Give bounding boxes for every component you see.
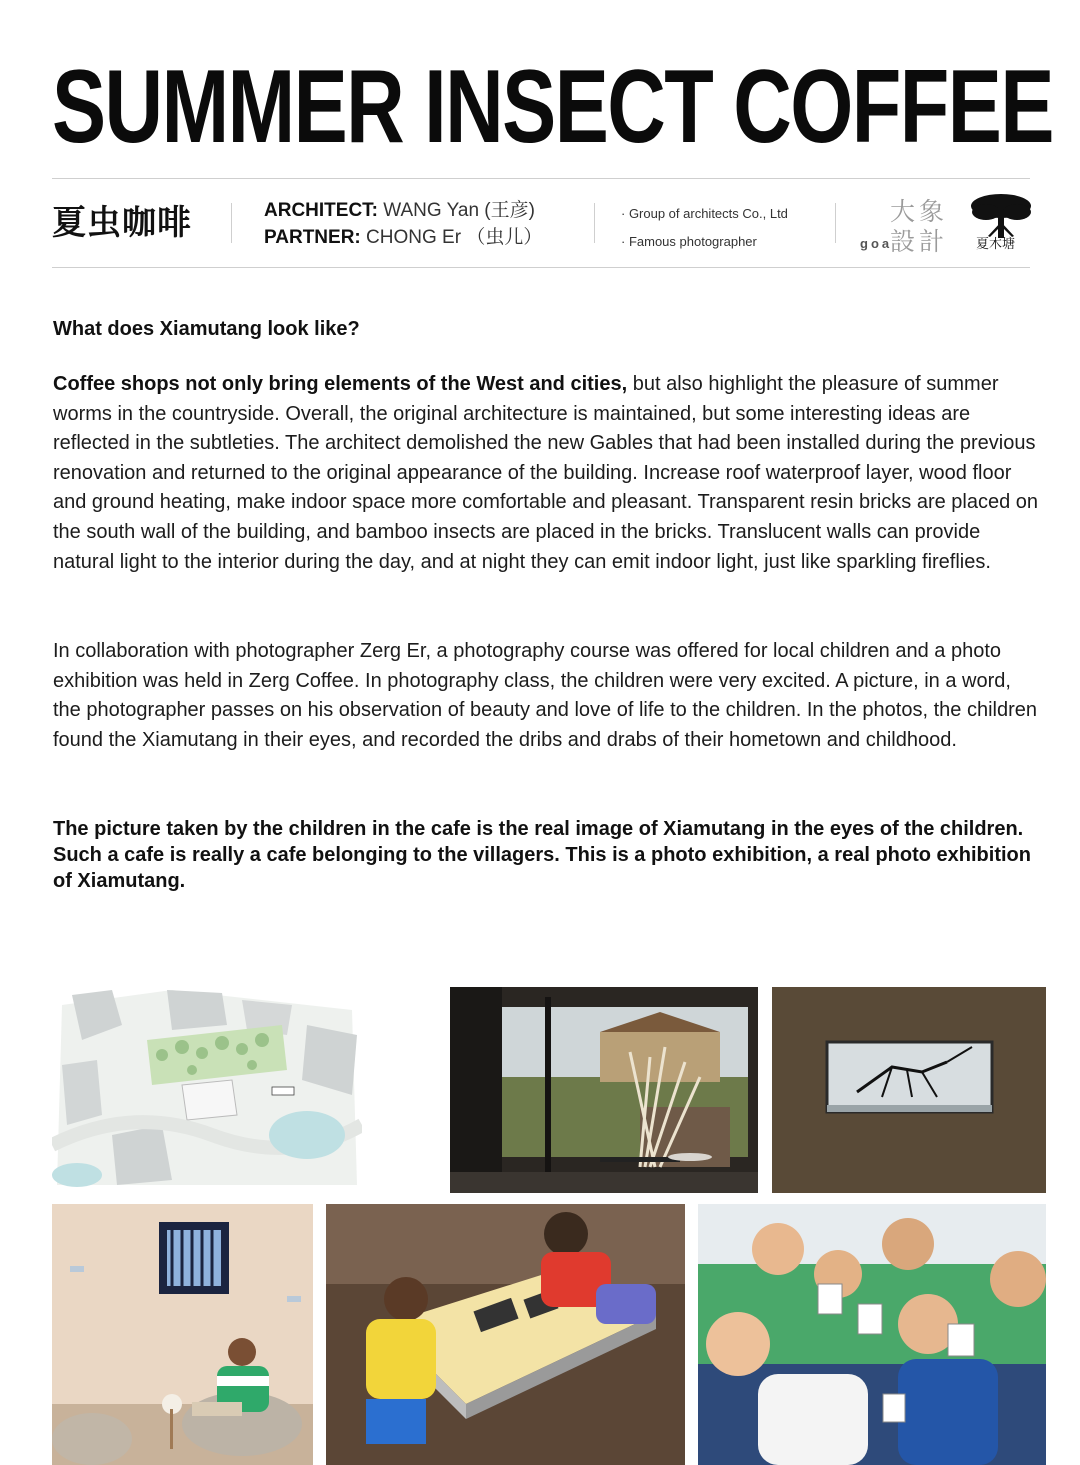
header-divider <box>594 203 595 243</box>
site-plan-image <box>52 985 362 1190</box>
lounge-visitor-photo <box>52 1204 313 1465</box>
architect-row <box>264 197 542 224</box>
partner-row <box>264 224 542 251</box>
chinese-title: 夏虫咖啡 <box>52 203 192 243</box>
partner-label: PARTNER: <box>264 227 361 248</box>
note-architects: · Group of architects Co., Ltd <box>621 206 788 221</box>
credits-notes <box>621 200 788 256</box>
header-divider <box>835 203 836 243</box>
goa-logo-cn-line1: 大象 <box>889 197 948 226</box>
header-top-rule <box>52 178 1030 179</box>
paragraph-1-body: but also highlight the pleasure of summer worms in the countryside. Overall, the original architecture is maintained, but some interesting ideas are reflected in the subtleties. The architect demolished the new Gables that had been installed during the previous renovation and returned to the original appearance of the building. Increase roof waterproof layer, wood floor and ground heating, make indoor space more comfortable and pleasant. Transparent resin bricks are placed on the south wall of the building, and bamboo insects are placed in the bricks. Translucent walls can provide natural light to the interior during the day, and at night they can emit indoor light, just like sparkling fireflies. <box>53 373 1039 573</box>
note-photographer: · Famous photographer <box>621 234 757 249</box>
insect-resin-brick-photo <box>772 987 1046 1193</box>
paragraph-3-emphasis: The picture taken by the children in the cafe is the real image of Xiamutang in the eyes of the children. Such a cafe is really a cafe belonging to the villagers. This is a photo exhibition, a real photo exhibition of Xiamutang. <box>53 818 1031 892</box>
paragraph-1-lead: Coffee shops not only bring elements of the West and cities, <box>53 373 628 395</box>
paragraph-2: In collaboration with photographer Zerg Er, a photography course was offered for local children and a photo exhibition was held in Zerg Coffee. In photography class, the children were very excited. A picture, in a word, the photographer passes on his observation of beauty and love of life to the children. In the photos, the children found the Xiamutang in their eyes, and recorded the dribs and drabs of their hometown and childhood. <box>53 640 1037 751</box>
goa-logo <box>858 192 948 254</box>
architect-value: WANG Yan (王彦) <box>383 200 535 221</box>
goa-logo-latin: goa <box>860 236 893 251</box>
credits-block <box>264 197 542 251</box>
xiamutang-tree-logo <box>968 192 1034 252</box>
header-bottom-rule <box>52 267 1030 268</box>
children-photo-exhibition-photo <box>698 1204 1046 1465</box>
cafe-interior-photo <box>450 987 758 1193</box>
page-title: SUMMER INSECT COFFEE <box>52 49 1053 165</box>
tree-icon <box>968 192 1034 238</box>
architect-label: ARCHITECT: <box>264 200 378 221</box>
partner-value: CHONG Er （虫儿） <box>366 227 543 248</box>
tree-logo-label: 夏木塘 <box>976 237 1016 252</box>
section-question: What does Xiamutang look like? <box>53 318 360 340</box>
paragraph-1 <box>53 370 1043 577</box>
goa-logo-cn-line2: 設計 <box>889 227 948 256</box>
children-lightbox-photo <box>326 1204 685 1465</box>
header-divider <box>231 203 232 243</box>
